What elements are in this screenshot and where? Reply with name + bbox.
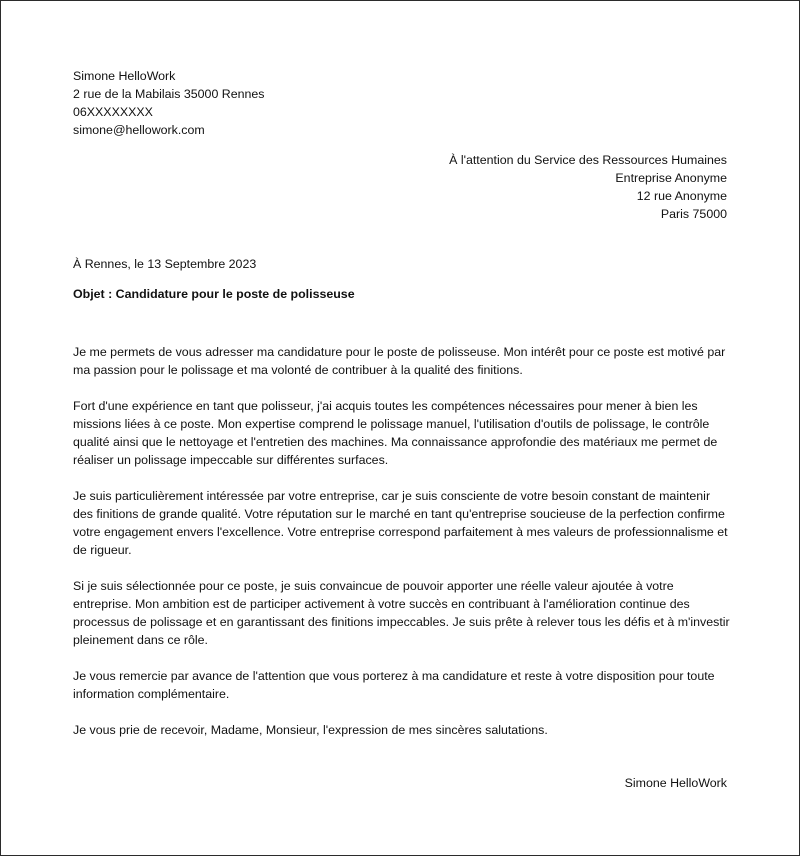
subject-line: Objet : Candidature pour le poste de polisseuse (73, 287, 355, 301)
closing-paragraph: Je vous prie de recevoir, Madame, Monsieur, l'expression de mes sincères salutations. (73, 723, 548, 737)
date-line: À Rennes, le 13 Septembre 2023 (73, 257, 257, 271)
body-paragraph: Fort d'une expérience en tant que polisseur, j'ai acquis toutes les compétences nécessaires pour mener à bien les missions liées à ce poste. Mon expertise comprend le polissage manuel, l'utilisation d'outils de polissage, le contrôle qualité ainsi que le nettoyage et l'entretien des machines. Ma connaissance approfondie des matériaux me permet de réaliser un polissage impeccable sur différentes surfaces. (73, 399, 718, 467)
sender-email: simone@hellowork.com (73, 123, 205, 137)
signature: Simone HelloWork (624, 776, 727, 790)
recipient-company: Entreprise Anonyme (615, 171, 727, 185)
recipient-street: 12 rue Anonyme (636, 189, 727, 203)
body-paragraph: Si je suis sélectionnée pour ce poste, je suis convaincue de pouvoir apporter une réelle valeur ajoutée à votre entreprise. Mon ambition est de participer activement à votre succès en contribuant à l'amélioration continue des processus de polissage et en garantissant des finitions impeccables. Je suis prête à relever tous les défis et à m'investir pleinement dans ce rôle. (73, 579, 730, 647)
sender-block (73, 67, 265, 139)
letter-body (73, 343, 733, 757)
body-paragraph: Je suis particulièrement intéressée par votre entreprise, car je suis consciente de votre besoin constant de maintenir des finitions de grande qualité. Votre réputation sur le marché en tant qu'entreprise soucieuse de la perfection confirme votre engagement envers l'excellence. Votre entreprise correspond parfaitement à mes valeurs de professionnalisme et de rigueur. (73, 489, 728, 557)
recipient-block (449, 151, 727, 223)
recipient-attention: À l'attention du Service des Ressources Humaines (449, 153, 727, 167)
sender-phone: 06XXXXXXXX (73, 105, 153, 119)
body-paragraph: Je me permets de vous adresser ma candidature pour le poste de polisseuse. Mon intérêt pour ce poste est motivé par ma passion pour le polissage et ma volonté de contribuer à la qualité des finitions. (73, 345, 726, 377)
sender-name: Simone HelloWork (73, 69, 176, 83)
recipient-city: Paris 75000 (660, 207, 727, 221)
body-paragraph: Je vous remercie par avance de l'attention que vous porterez à ma candidature et reste à votre disposition pour toute information complémentaire. (73, 669, 715, 701)
sender-address: 2 rue de la Mabilais 35000 Rennes (73, 87, 265, 101)
